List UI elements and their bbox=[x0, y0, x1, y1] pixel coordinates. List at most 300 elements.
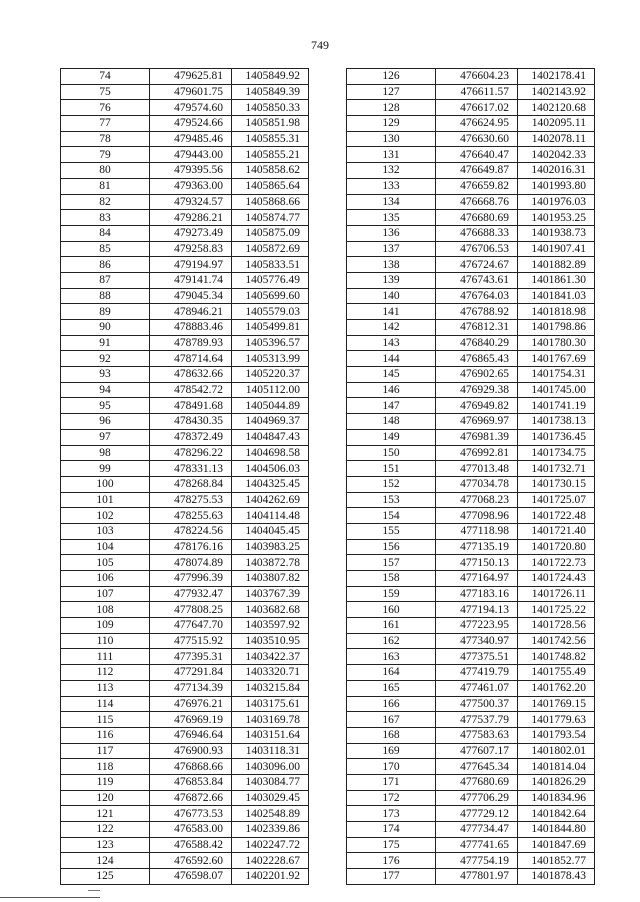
table-row bbox=[347, 806, 595, 822]
x-coordinate-cell: 476840.29 bbox=[436, 335, 518, 351]
table-row bbox=[347, 304, 595, 320]
y-coordinate-cell: 1401842.64 bbox=[518, 806, 595, 822]
point-number-cell: 130 bbox=[347, 131, 436, 147]
y-coordinate-cell: 1401818.98 bbox=[518, 304, 595, 320]
y-coordinate-cell: 1401841.03 bbox=[518, 288, 595, 304]
table-row bbox=[347, 367, 595, 383]
point-number-cell: 78 bbox=[61, 131, 150, 147]
y-coordinate-cell: 1402078.11 bbox=[518, 131, 595, 147]
point-number-cell: 158 bbox=[347, 571, 436, 587]
table-row bbox=[61, 225, 309, 241]
point-number-cell: 165 bbox=[347, 680, 436, 696]
table-row bbox=[61, 320, 309, 336]
x-coordinate-cell: 478542.72 bbox=[150, 382, 232, 398]
point-number-cell: 129 bbox=[347, 116, 436, 132]
y-coordinate-cell: 1405313.99 bbox=[232, 351, 309, 367]
y-coordinate-cell: 1402339.86 bbox=[232, 822, 309, 838]
y-coordinate-cell: 1401847.69 bbox=[518, 837, 595, 853]
table-row bbox=[347, 853, 595, 869]
y-coordinate-cell: 1405849.39 bbox=[232, 84, 309, 100]
point-number-cell: 144 bbox=[347, 351, 436, 367]
table-row bbox=[347, 225, 595, 241]
y-coordinate-cell: 1405044.89 bbox=[232, 398, 309, 414]
point-number-cell: 175 bbox=[347, 837, 436, 853]
y-coordinate-cell: 1405833.51 bbox=[232, 257, 309, 273]
table-row bbox=[347, 429, 595, 445]
table-row bbox=[61, 398, 309, 414]
y-coordinate-cell: 1403320.71 bbox=[232, 665, 309, 681]
x-coordinate-cell: 477291.84 bbox=[150, 665, 232, 681]
y-coordinate-cell: 1401953.25 bbox=[518, 210, 595, 226]
x-coordinate-cell: 477607.17 bbox=[436, 743, 518, 759]
y-coordinate-cell: 1405220.37 bbox=[232, 367, 309, 383]
x-coordinate-cell: 476604.23 bbox=[436, 69, 518, 85]
table-row bbox=[61, 69, 309, 85]
y-coordinate-cell: 1405865.64 bbox=[232, 178, 309, 194]
x-coordinate-cell: 477340.97 bbox=[436, 633, 518, 649]
x-coordinate-cell: 477395.31 bbox=[150, 649, 232, 665]
point-number-cell: 100 bbox=[61, 476, 150, 492]
table-row bbox=[347, 69, 595, 85]
point-number-cell: 98 bbox=[61, 445, 150, 461]
y-coordinate-cell: 1401834.96 bbox=[518, 790, 595, 806]
table-row bbox=[61, 774, 309, 790]
x-coordinate-cell: 476812.31 bbox=[436, 320, 518, 336]
point-number-cell: 77 bbox=[61, 116, 150, 132]
y-coordinate-cell: 1401861.30 bbox=[518, 272, 595, 288]
point-number-cell: 133 bbox=[347, 178, 436, 194]
x-coordinate-cell: 479574.60 bbox=[150, 100, 232, 116]
point-number-cell: 80 bbox=[61, 163, 150, 179]
table-row bbox=[61, 163, 309, 179]
y-coordinate-cell: 1401769.15 bbox=[518, 696, 595, 712]
table-row bbox=[347, 414, 595, 430]
y-coordinate-cell: 1404506.03 bbox=[232, 461, 309, 477]
table-row bbox=[347, 774, 595, 790]
y-coordinate-cell: 1403983.25 bbox=[232, 539, 309, 555]
x-coordinate-cell: 477068.23 bbox=[436, 492, 518, 508]
x-coordinate-cell: 478176.16 bbox=[150, 539, 232, 555]
table-row bbox=[61, 759, 309, 775]
y-coordinate-cell: 1401798.86 bbox=[518, 320, 595, 336]
y-coordinate-cell: 1402016.31 bbox=[518, 163, 595, 179]
point-number-cell: 84 bbox=[61, 225, 150, 241]
table-row bbox=[61, 680, 309, 696]
coordinates-table-left bbox=[60, 68, 309, 885]
point-number-cell: 115 bbox=[61, 712, 150, 728]
table-row bbox=[347, 351, 595, 367]
point-number-cell: 105 bbox=[61, 555, 150, 571]
x-coordinate-cell: 476680.69 bbox=[436, 210, 518, 226]
table-row bbox=[61, 178, 309, 194]
point-number-cell: 111 bbox=[61, 649, 150, 665]
point-number-cell: 82 bbox=[61, 194, 150, 210]
point-number-cell: 162 bbox=[347, 633, 436, 649]
x-coordinate-cell: 477680.69 bbox=[436, 774, 518, 790]
table-row bbox=[347, 461, 595, 477]
point-number-cell: 101 bbox=[61, 492, 150, 508]
point-number-cell: 94 bbox=[61, 382, 150, 398]
point-number-cell: 137 bbox=[347, 241, 436, 257]
table-row bbox=[347, 382, 595, 398]
y-coordinate-cell: 1401748.82 bbox=[518, 649, 595, 665]
table-row bbox=[61, 633, 309, 649]
table-row bbox=[347, 602, 595, 618]
x-coordinate-cell: 476598.07 bbox=[150, 869, 232, 885]
y-coordinate-cell: 1401993.80 bbox=[518, 178, 595, 194]
y-coordinate-cell: 1403872.78 bbox=[232, 555, 309, 571]
point-number-cell: 163 bbox=[347, 649, 436, 665]
point-number-cell: 167 bbox=[347, 712, 436, 728]
y-coordinate-cell: 1405699.60 bbox=[232, 288, 309, 304]
x-coordinate-cell: 478789.93 bbox=[150, 335, 232, 351]
y-coordinate-cell: 1401907.41 bbox=[518, 241, 595, 257]
point-number-cell: 79 bbox=[61, 147, 150, 163]
x-coordinate-cell: 479363.00 bbox=[150, 178, 232, 194]
table-row bbox=[61, 272, 309, 288]
point-number-cell: 113 bbox=[61, 680, 150, 696]
y-coordinate-cell: 1402095.11 bbox=[518, 116, 595, 132]
table-row bbox=[347, 696, 595, 712]
x-coordinate-cell: 478714.64 bbox=[150, 351, 232, 367]
point-number-cell: 140 bbox=[347, 288, 436, 304]
point-number-cell: 125 bbox=[61, 869, 150, 885]
table-row bbox=[347, 210, 595, 226]
point-number-cell: 139 bbox=[347, 272, 436, 288]
x-coordinate-cell: 477034.78 bbox=[436, 476, 518, 492]
table-row bbox=[347, 665, 595, 681]
point-number-cell: 126 bbox=[347, 69, 436, 85]
x-coordinate-cell: 477647.70 bbox=[150, 618, 232, 634]
y-coordinate-cell: 1401722.48 bbox=[518, 508, 595, 524]
table-row bbox=[61, 131, 309, 147]
table-row bbox=[61, 508, 309, 524]
table-row bbox=[347, 790, 595, 806]
table-row bbox=[347, 257, 595, 273]
y-coordinate-cell: 1403807.82 bbox=[232, 571, 309, 587]
point-number-cell: 95 bbox=[61, 398, 150, 414]
table-row bbox=[347, 335, 595, 351]
coordinates-table-right bbox=[346, 68, 595, 885]
point-number-cell: 83 bbox=[61, 210, 150, 226]
x-coordinate-cell: 476706.53 bbox=[436, 241, 518, 257]
point-number-cell: 173 bbox=[347, 806, 436, 822]
x-coordinate-cell: 478224.56 bbox=[150, 523, 232, 539]
y-coordinate-cell: 1401878.43 bbox=[518, 869, 595, 885]
x-coordinate-cell: 477729.12 bbox=[436, 806, 518, 822]
point-number-cell: 124 bbox=[61, 853, 150, 869]
table-row bbox=[347, 539, 595, 555]
y-coordinate-cell: 1404698.58 bbox=[232, 445, 309, 461]
page-number: 749 bbox=[311, 38, 329, 52]
table-row bbox=[347, 680, 595, 696]
x-coordinate-cell: 476868.66 bbox=[150, 759, 232, 775]
y-coordinate-cell: 1405776.49 bbox=[232, 272, 309, 288]
y-coordinate-cell: 1403175.61 bbox=[232, 696, 309, 712]
point-number-cell: 107 bbox=[61, 586, 150, 602]
point-number-cell: 161 bbox=[347, 618, 436, 634]
table-row bbox=[61, 665, 309, 681]
point-number-cell: 154 bbox=[347, 508, 436, 524]
point-number-cell: 116 bbox=[61, 727, 150, 743]
point-number-cell: 156 bbox=[347, 539, 436, 555]
x-coordinate-cell: 477500.37 bbox=[436, 696, 518, 712]
x-coordinate-cell: 477583.63 bbox=[436, 727, 518, 743]
x-coordinate-cell: 476949.82 bbox=[436, 398, 518, 414]
point-number-cell: 177 bbox=[347, 869, 436, 885]
table-row bbox=[61, 288, 309, 304]
table-row bbox=[347, 84, 595, 100]
x-coordinate-cell: 477164.97 bbox=[436, 571, 518, 587]
y-coordinate-cell: 1401741.19 bbox=[518, 398, 595, 414]
y-coordinate-cell: 1401793.54 bbox=[518, 727, 595, 743]
point-number-cell: 104 bbox=[61, 539, 150, 555]
x-coordinate-cell: 479324.57 bbox=[150, 194, 232, 210]
point-number-cell: 148 bbox=[347, 414, 436, 430]
point-number-cell: 136 bbox=[347, 225, 436, 241]
y-coordinate-cell: 1401814.04 bbox=[518, 759, 595, 775]
y-coordinate-cell: 1403084.77 bbox=[232, 774, 309, 790]
y-coordinate-cell: 1401780.30 bbox=[518, 335, 595, 351]
x-coordinate-cell: 479485.46 bbox=[150, 131, 232, 147]
table-row bbox=[61, 492, 309, 508]
table-row bbox=[347, 837, 595, 853]
y-coordinate-cell: 1404325.45 bbox=[232, 476, 309, 492]
table-row bbox=[61, 351, 309, 367]
x-coordinate-cell: 478632.66 bbox=[150, 367, 232, 383]
point-number-cell: 103 bbox=[61, 523, 150, 539]
x-coordinate-cell: 476976.21 bbox=[150, 696, 232, 712]
y-coordinate-cell: 1402247.72 bbox=[232, 837, 309, 853]
point-number-cell: 160 bbox=[347, 602, 436, 618]
y-coordinate-cell: 1401742.56 bbox=[518, 633, 595, 649]
point-number-cell: 112 bbox=[61, 665, 150, 681]
point-number-cell: 74 bbox=[61, 69, 150, 85]
x-coordinate-cell: 477706.29 bbox=[436, 790, 518, 806]
point-number-cell: 153 bbox=[347, 492, 436, 508]
x-coordinate-cell: 478296.22 bbox=[150, 445, 232, 461]
point-number-cell: 159 bbox=[347, 586, 436, 602]
y-coordinate-cell: 1402228.67 bbox=[232, 853, 309, 869]
point-number-cell: 142 bbox=[347, 320, 436, 336]
table-row bbox=[61, 367, 309, 383]
y-coordinate-cell: 1405855.21 bbox=[232, 147, 309, 163]
point-number-cell: 81 bbox=[61, 178, 150, 194]
y-coordinate-cell: 1404262.69 bbox=[232, 492, 309, 508]
table-row bbox=[347, 759, 595, 775]
table-row bbox=[347, 178, 595, 194]
x-coordinate-cell: 476900.93 bbox=[150, 743, 232, 759]
y-coordinate-cell: 1401762.20 bbox=[518, 680, 595, 696]
table-row bbox=[61, 335, 309, 351]
table-row bbox=[347, 492, 595, 508]
point-number-cell: 134 bbox=[347, 194, 436, 210]
table-row bbox=[347, 555, 595, 571]
x-coordinate-cell: 479194.97 bbox=[150, 257, 232, 273]
x-coordinate-cell: 479524.66 bbox=[150, 116, 232, 132]
x-coordinate-cell: 478946.21 bbox=[150, 304, 232, 320]
point-number-cell: 166 bbox=[347, 696, 436, 712]
table-row bbox=[61, 147, 309, 163]
y-coordinate-cell: 1405849.92 bbox=[232, 69, 309, 85]
point-number-cell: 119 bbox=[61, 774, 150, 790]
table-row bbox=[61, 257, 309, 273]
point-number-cell: 170 bbox=[347, 759, 436, 775]
point-number-cell: 172 bbox=[347, 790, 436, 806]
point-number-cell: 110 bbox=[61, 633, 150, 649]
point-number-cell: 97 bbox=[61, 429, 150, 445]
y-coordinate-cell: 1405874.77 bbox=[232, 210, 309, 226]
x-coordinate-cell: 476588.42 bbox=[150, 837, 232, 853]
table-row bbox=[61, 696, 309, 712]
y-coordinate-cell: 1401728.56 bbox=[518, 618, 595, 634]
table-row bbox=[61, 602, 309, 618]
point-number-cell: 117 bbox=[61, 743, 150, 759]
x-coordinate-cell: 476946.64 bbox=[150, 727, 232, 743]
x-coordinate-cell: 476668.76 bbox=[436, 194, 518, 210]
point-number-cell: 109 bbox=[61, 618, 150, 634]
x-coordinate-cell: 476659.82 bbox=[436, 178, 518, 194]
x-coordinate-cell: 477734.47 bbox=[436, 822, 518, 838]
y-coordinate-cell: 1402201.92 bbox=[232, 869, 309, 885]
table-row bbox=[347, 116, 595, 132]
x-coordinate-cell: 476872.66 bbox=[150, 790, 232, 806]
footer-rule bbox=[0, 897, 100, 898]
x-coordinate-cell: 476773.53 bbox=[150, 806, 232, 822]
x-coordinate-cell: 477741.65 bbox=[436, 837, 518, 853]
table-row bbox=[61, 790, 309, 806]
point-number-cell: 108 bbox=[61, 602, 150, 618]
x-coordinate-cell: 479286.21 bbox=[150, 210, 232, 226]
table-row bbox=[61, 100, 309, 116]
x-coordinate-cell: 476583.00 bbox=[150, 822, 232, 838]
table-row bbox=[61, 806, 309, 822]
x-coordinate-cell: 478883.46 bbox=[150, 320, 232, 336]
y-coordinate-cell: 1405579.03 bbox=[232, 304, 309, 320]
table-row bbox=[61, 116, 309, 132]
table-row bbox=[61, 414, 309, 430]
y-coordinate-cell: 1405868.66 bbox=[232, 194, 309, 210]
point-number-cell: 123 bbox=[61, 837, 150, 853]
table-row bbox=[347, 649, 595, 665]
x-coordinate-cell: 476969.19 bbox=[150, 712, 232, 728]
x-coordinate-cell: 477135.19 bbox=[436, 539, 518, 555]
y-coordinate-cell: 1402143.92 bbox=[518, 84, 595, 100]
point-number-cell: 168 bbox=[347, 727, 436, 743]
x-coordinate-cell: 477098.96 bbox=[436, 508, 518, 524]
x-coordinate-cell: 477183.16 bbox=[436, 586, 518, 602]
table-row bbox=[347, 508, 595, 524]
point-number-cell: 174 bbox=[347, 822, 436, 838]
x-coordinate-cell: 476724.67 bbox=[436, 257, 518, 273]
y-coordinate-cell: 1401852.77 bbox=[518, 853, 595, 869]
point-number-cell: 85 bbox=[61, 241, 150, 257]
point-number-cell: 132 bbox=[347, 163, 436, 179]
table-row bbox=[347, 476, 595, 492]
y-coordinate-cell: 1405858.62 bbox=[232, 163, 309, 179]
table-row bbox=[347, 633, 595, 649]
y-coordinate-cell: 1403597.92 bbox=[232, 618, 309, 634]
x-coordinate-cell: 476630.60 bbox=[436, 131, 518, 147]
x-coordinate-cell: 478331.13 bbox=[150, 461, 232, 477]
x-coordinate-cell: 477996.39 bbox=[150, 571, 232, 587]
x-coordinate-cell: 478430.35 bbox=[150, 414, 232, 430]
point-number-cell: 87 bbox=[61, 272, 150, 288]
point-number-cell: 147 bbox=[347, 398, 436, 414]
y-coordinate-cell: 1405872.69 bbox=[232, 241, 309, 257]
x-coordinate-cell: 476592.60 bbox=[150, 853, 232, 869]
x-coordinate-cell: 477134.39 bbox=[150, 680, 232, 696]
y-coordinate-cell: 1403029.45 bbox=[232, 790, 309, 806]
table-row bbox=[61, 523, 309, 539]
x-coordinate-cell: 478255.63 bbox=[150, 508, 232, 524]
table-row bbox=[347, 272, 595, 288]
y-coordinate-cell: 1401745.00 bbox=[518, 382, 595, 398]
point-number-cell: 152 bbox=[347, 476, 436, 492]
x-coordinate-cell: 477645.34 bbox=[436, 759, 518, 775]
point-number-cell: 89 bbox=[61, 304, 150, 320]
x-coordinate-cell: 479141.74 bbox=[150, 272, 232, 288]
y-coordinate-cell: 1405112.00 bbox=[232, 382, 309, 398]
x-coordinate-cell: 477194.13 bbox=[436, 602, 518, 618]
x-coordinate-cell: 476743.61 bbox=[436, 272, 518, 288]
x-coordinate-cell: 477801.97 bbox=[436, 869, 518, 885]
table-row bbox=[347, 163, 595, 179]
x-coordinate-cell: 476992.81 bbox=[436, 445, 518, 461]
x-coordinate-cell: 478074.89 bbox=[150, 555, 232, 571]
table-row bbox=[61, 429, 309, 445]
y-coordinate-cell: 1401754.31 bbox=[518, 367, 595, 383]
y-coordinate-cell: 1403215.84 bbox=[232, 680, 309, 696]
table-row bbox=[61, 210, 309, 226]
y-coordinate-cell: 1401726.11 bbox=[518, 586, 595, 602]
x-coordinate-cell: 477013.48 bbox=[436, 461, 518, 477]
point-number-cell: 128 bbox=[347, 100, 436, 116]
y-coordinate-cell: 1403118.31 bbox=[232, 743, 309, 759]
table-row bbox=[61, 853, 309, 869]
table-row bbox=[347, 869, 595, 885]
point-number-cell: 106 bbox=[61, 571, 150, 587]
x-coordinate-cell: 479443.00 bbox=[150, 147, 232, 163]
point-number-cell: 93 bbox=[61, 367, 150, 383]
y-coordinate-cell: 1401720.80 bbox=[518, 539, 595, 555]
table-row bbox=[347, 288, 595, 304]
y-coordinate-cell: 1403169.78 bbox=[232, 712, 309, 728]
x-coordinate-cell: 477375.51 bbox=[436, 649, 518, 665]
point-number-cell: 76 bbox=[61, 100, 150, 116]
x-coordinate-cell: 477932.47 bbox=[150, 586, 232, 602]
y-coordinate-cell: 1401844.80 bbox=[518, 822, 595, 838]
table-row bbox=[61, 743, 309, 759]
point-number-cell: 143 bbox=[347, 335, 436, 351]
point-number-cell: 96 bbox=[61, 414, 150, 430]
point-number-cell: 99 bbox=[61, 461, 150, 477]
y-coordinate-cell: 1401722.73 bbox=[518, 555, 595, 571]
table-row bbox=[61, 445, 309, 461]
table-row bbox=[347, 523, 595, 539]
table-row bbox=[347, 147, 595, 163]
y-coordinate-cell: 1405875.09 bbox=[232, 225, 309, 241]
x-coordinate-cell: 477515.92 bbox=[150, 633, 232, 649]
x-coordinate-cell: 477754.19 bbox=[436, 853, 518, 869]
table-row bbox=[347, 194, 595, 210]
y-coordinate-cell: 1403682.68 bbox=[232, 602, 309, 618]
table-row bbox=[61, 539, 309, 555]
point-number-cell: 90 bbox=[61, 320, 150, 336]
table-row bbox=[61, 476, 309, 492]
y-coordinate-cell: 1401882.89 bbox=[518, 257, 595, 273]
table-row bbox=[61, 869, 309, 885]
